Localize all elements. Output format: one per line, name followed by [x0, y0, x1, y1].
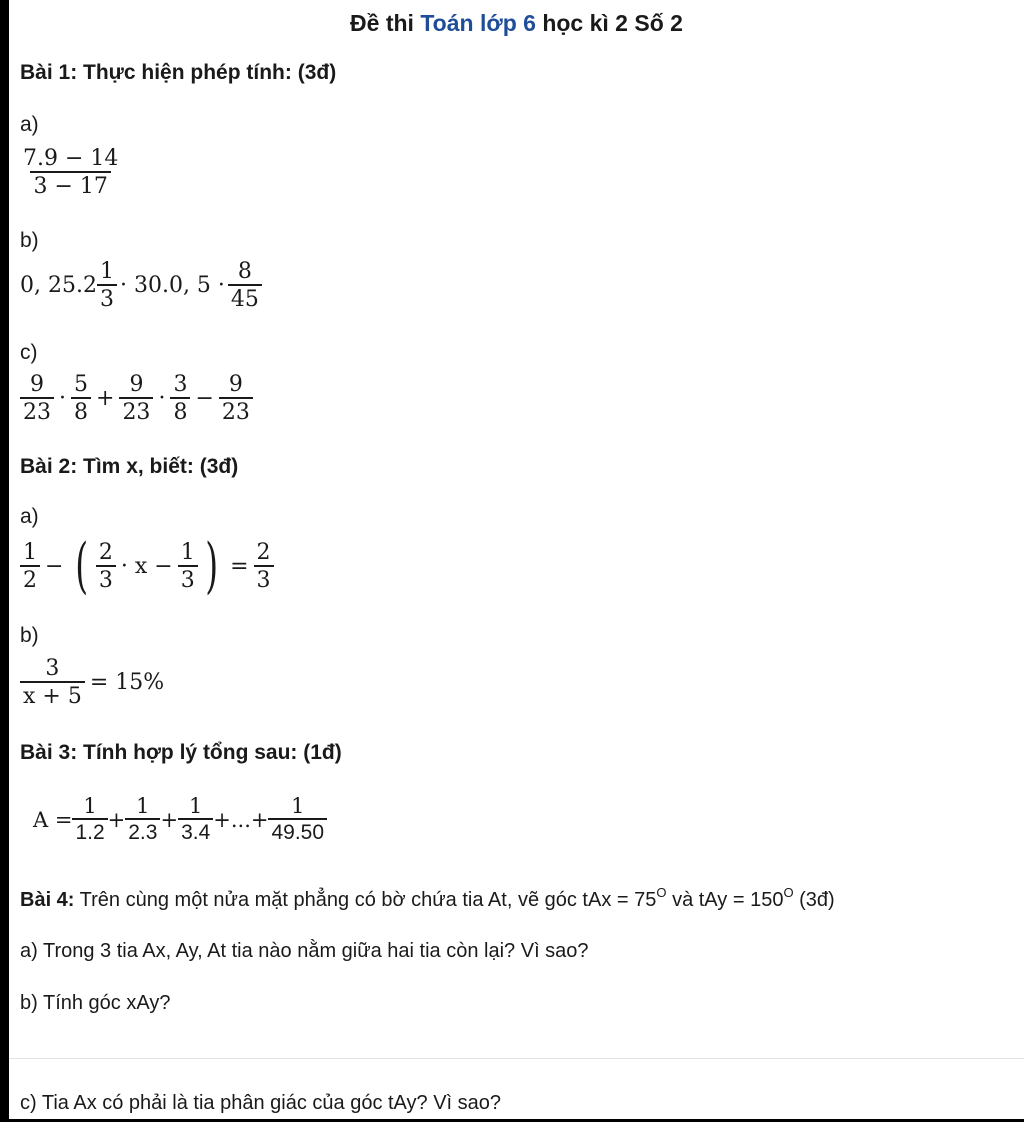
fraction: $\frac{1}{3.4}$ [178, 794, 213, 845]
fraction: $\frac{9}{23}$ [219, 372, 253, 425]
divider [9, 1058, 1024, 1059]
bai1-b-expression: 0, 25.2 $\frac{1}{3}$ · 30.0, 5 · $\frac{8}{45}$ [20, 259, 262, 312]
bai2-b-expression: $\frac{3}{x + 5}$ = 15% [20, 656, 169, 709]
fraction: $\frac{1}{3}$ [178, 540, 198, 593]
bai4-question-b: b) Tính góc xAy? [20, 992, 171, 1014]
fraction: $\frac{1}{2.3}$ [125, 794, 160, 845]
fraction: $\frac{3}{8}$ [170, 372, 190, 425]
fraction: $\frac{7.9 - 14}{3 - 17}$ [23, 146, 119, 199]
bai4-question-c: c) Tia Ax có phải là tia phân giác của góc tAy? Vì sao? [20, 1092, 502, 1114]
fraction: $\frac{9}{23}$ [119, 372, 153, 425]
bai4-statement: Bài 4: Trên cùng một nửa mặt phẳng có bờ chứa tia At, vẽ góc tAx = $75^O$ và tAy = $150^O$ (3đ) [20, 885, 835, 911]
bai1-c-expression: $\frac{9}{23}$ · $\frac{5}{8}$ + $\frac{9}{23}$ · $\frac{3}{8}$ − $\frac{9}{23}$ [20, 372, 253, 425]
fraction: $\frac{8}{45}$ [228, 259, 262, 312]
fraction: $\frac{5}{8}$ [71, 372, 91, 425]
bai2-a-expression: $\frac{1}{2}$ − ( $\frac{2}{3}$ · x − $\frac{1}{3}$ ) = $\frac{2}{3}$ [20, 536, 274, 596]
bai2-b-label: b) [20, 624, 39, 647]
fraction: $\frac{1}{1.2}$ [72, 794, 107, 845]
fraction: $\frac{1}{49.50}$ [268, 794, 327, 845]
bai2-heading: Bài 2: Tìm x, biết: (3đ) [20, 455, 239, 478]
bai2-a-label: a) [20, 505, 39, 528]
bai1-a-label: a) [20, 113, 39, 136]
bai1-c-label: c) [20, 341, 38, 364]
bai1-a-expression [20, 146, 121, 199]
bai4-question-a: a) Trong 3 tia Ax, Ay, At tia nào nằm giữa hai tia còn lại? Vì sao? [20, 940, 589, 962]
bai1-b-label: b) [20, 229, 39, 252]
title-link[interactable]: Toán lớp 6 [420, 10, 536, 36]
bai3-expression: A = $\frac{1}{1.2}$ + $\frac{1}{2.3}$ + $\frac{1}{3.4}$ +...+ $\frac{1}{49.50}$ [33, 794, 327, 845]
fraction: $\frac{3}{x + 5}$ [20, 656, 85, 709]
fraction: $\frac{2}{3}$ [96, 540, 116, 593]
bai3-heading: Bài 3: Tính hợp lý tổng sau: (1đ) [20, 741, 342, 764]
bai1-heading: Bài 1: Thực hiện phép tính: (3đ) [20, 61, 337, 84]
page-title: Đề thi Toán lớp 6 học kì 2 Số 2 [350, 10, 683, 36]
fraction: $\frac{2}{3}$ [254, 540, 274, 593]
mixed-fraction: $\frac{1}{3}$ [97, 259, 117, 312]
fraction: $\frac{1}{2}$ [20, 540, 40, 593]
document-page [9, 0, 1024, 1119]
fraction: $\frac{9}{23}$ [20, 372, 54, 425]
